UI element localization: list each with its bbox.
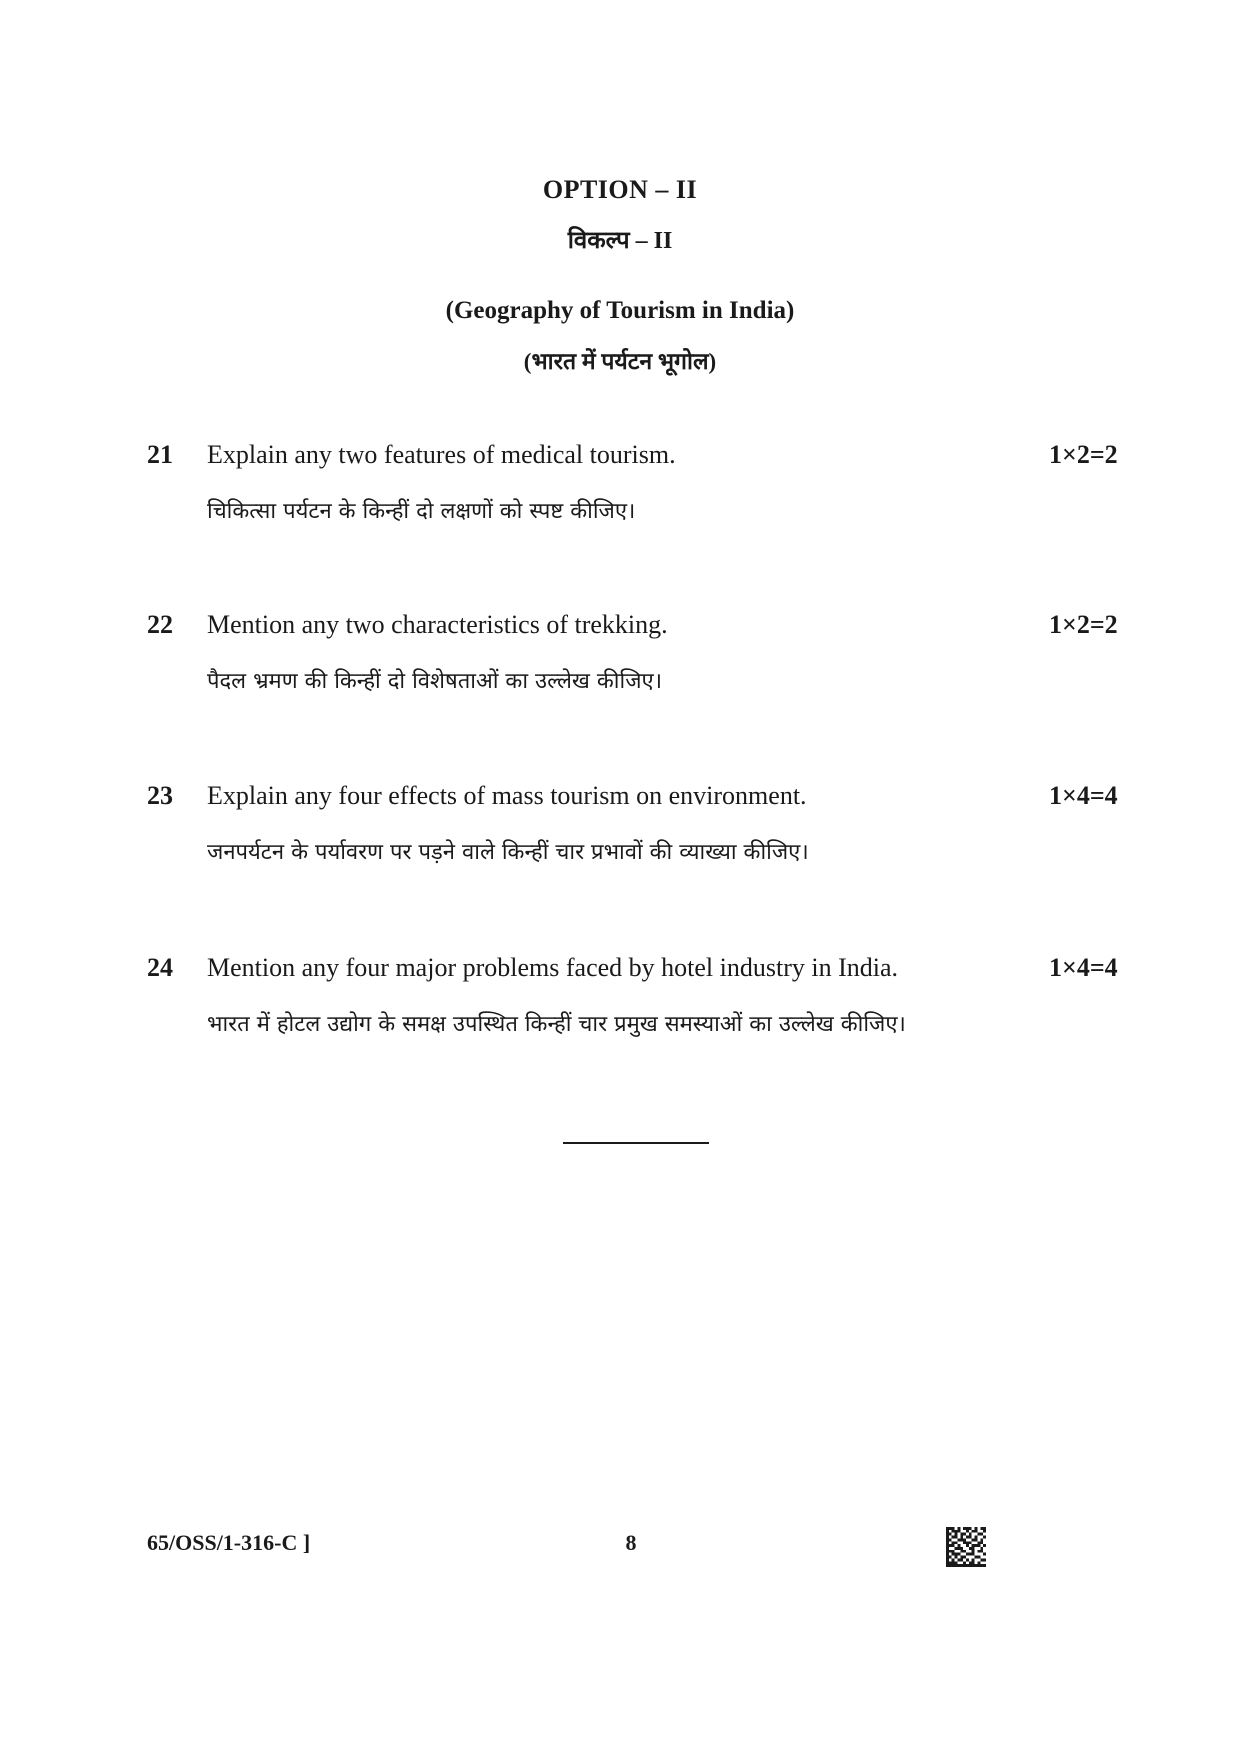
section-title: (Geography of Tourism in India) [445, 297, 795, 324]
question-text-hindi: भारत में होटल उद्योग के समक्ष उपस्थित किन्हीं चार प्रमुख समस्याओं का उल्लेख कीजिए। [207, 1012, 906, 1037]
page-number: 8 [625, 1530, 637, 1555]
question-number: 23 [147, 781, 173, 810]
question-text: Explain any two features of medical tourism. [207, 440, 676, 469]
question-marks: 1×4=4 [1049, 953, 1118, 982]
question-23 [0, 781, 1240, 901]
question-text: Explain any four effects of mass tourism on environment. [207, 781, 807, 810]
question-marks: 1×2=2 [1049, 610, 1118, 639]
question-text-hindi: जनपर्यटन के पर्यावरण पर पड़ने वाले किन्हीं चार प्रभावों की व्याख्या कीजिए। [207, 840, 809, 865]
option-heading-hindi: विकल्प – II [567, 228, 673, 254]
section-title-hindi: (भारत में पर्यटन भूगोल) [523, 349, 717, 374]
option-heading: OPTION – II [542, 175, 698, 204]
paper-code: 65/OSS/1-316-C ] [147, 1530, 311, 1555]
end-of-section-rule [563, 1142, 709, 1144]
question-number: 22 [147, 610, 173, 639]
question-marks: 1×4=4 [1049, 781, 1118, 810]
question-22 [0, 610, 1240, 730]
question-marks: 1×2=2 [1049, 440, 1118, 469]
question-number: 24 [147, 953, 173, 982]
question-text-hindi: चिकित्सा पर्यटन के किन्हीं दो लक्षणों को स्पष्ट कीजिए। [207, 499, 636, 524]
question-text: Mention any two characteristics of trekking. [207, 610, 668, 639]
question-text: Mention any four major problems faced by hotel industry in India. [207, 953, 899, 982]
question-21 [0, 440, 1240, 560]
question-24 [0, 953, 1240, 1073]
qr-code-icon [946, 1527, 986, 1567]
question-number: 21 [147, 440, 173, 469]
question-text-hindi: पैदल भ्रमण की किन्हीं दो विशेषताओं का उल्लेख कीजिए। [207, 669, 663, 694]
